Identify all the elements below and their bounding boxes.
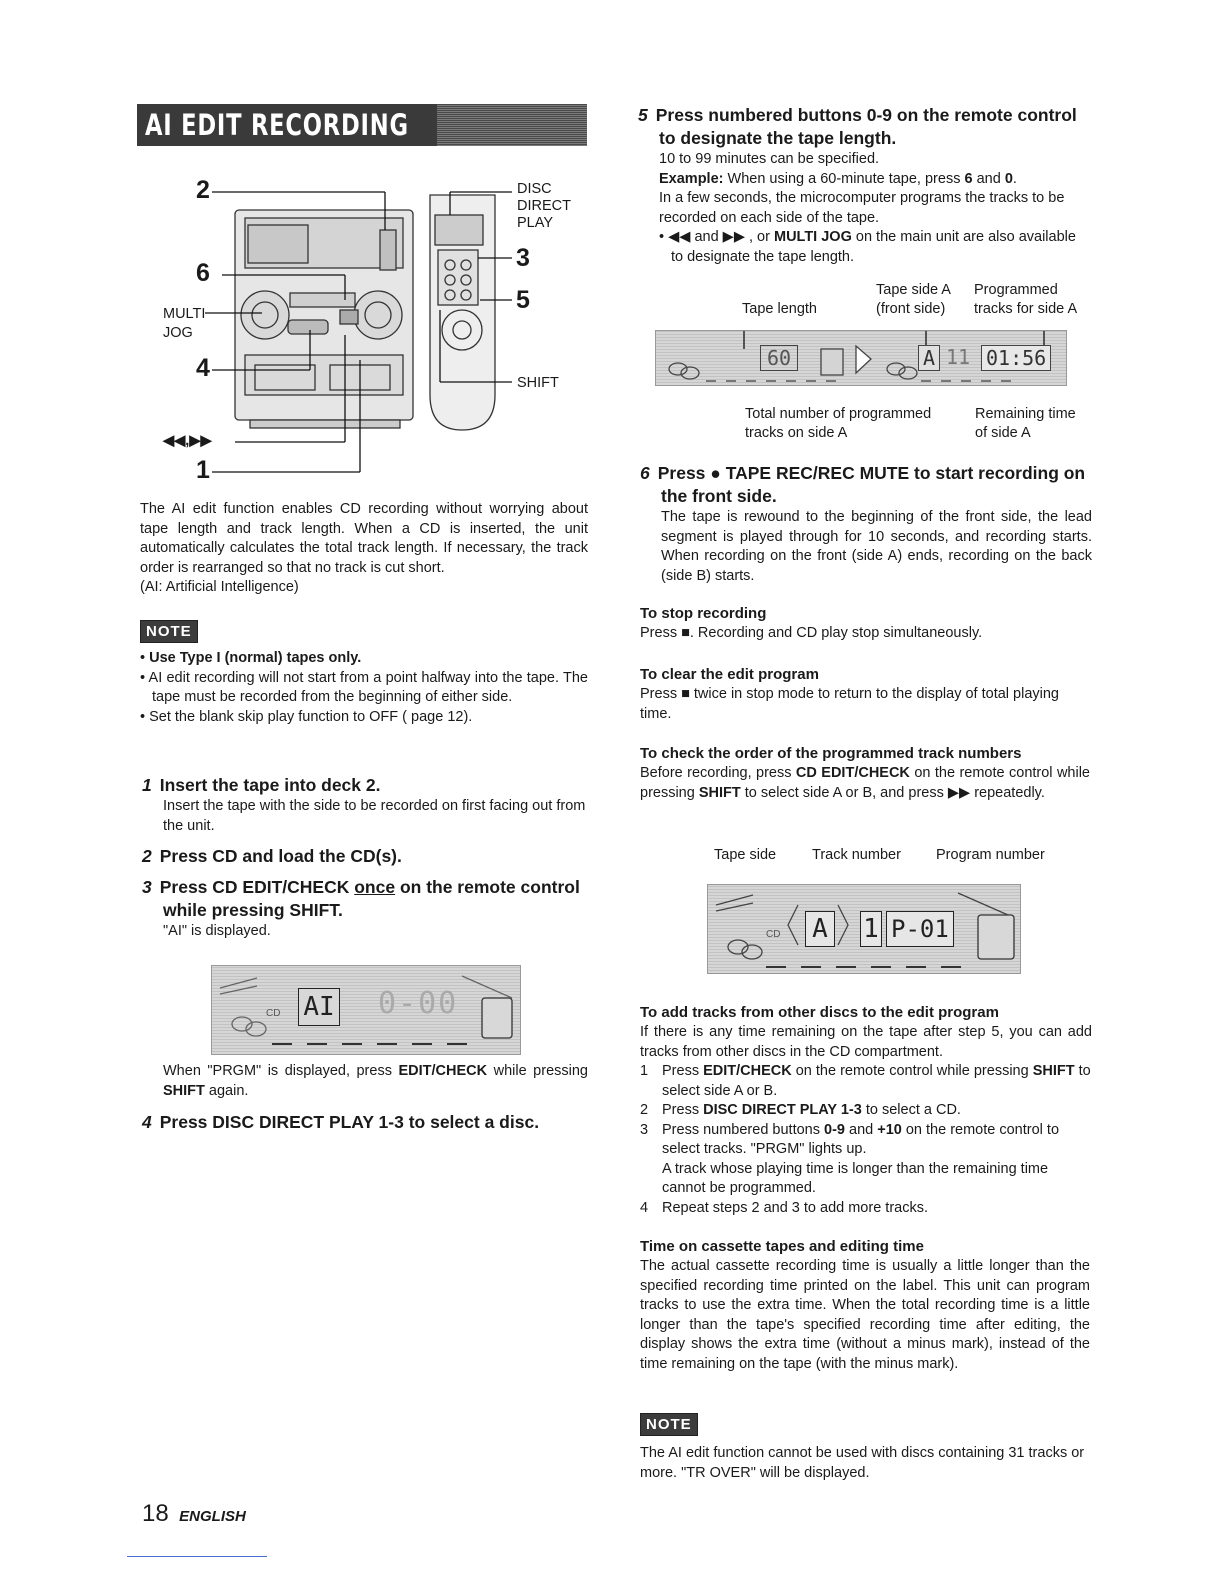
label-total-b: tracks on side A xyxy=(745,425,848,441)
section-title: AI EDIT RECORDING xyxy=(145,108,409,142)
step-3-after: When "PRGM" is displayed, press EDIT/CHECK while pressing SHIFT again. xyxy=(163,1063,588,1099)
lcd-display-tape-length xyxy=(655,330,1067,386)
step-3: 3 Press CD EDIT/CHECK once on the remote control while pressing SHIFT. "AI" is displayed. xyxy=(142,876,592,942)
time-section xyxy=(640,1237,1090,1374)
label-programmed: Programmed xyxy=(974,282,1058,298)
callout-2: 2 xyxy=(196,176,210,204)
lcd-remaining-value: 01:56 xyxy=(981,345,1051,371)
lcd3-track-value: 1 xyxy=(860,911,882,947)
step-5-range: 10 to 99 minutes can be specified. xyxy=(659,151,880,167)
callout-4: 4 xyxy=(196,354,210,382)
stop-section xyxy=(640,604,1090,644)
time-heading: Time on cassette tapes and editing time xyxy=(640,1238,924,1255)
add-step: 4 Repeat steps 2 and 3 to add more tracks. xyxy=(640,1199,928,1216)
note-2-text: The AI edit function cannot be used with discs containing 31 tracks or more. "TR OVER" will be displayed. xyxy=(640,1445,1085,1481)
label-front-side: (front side) xyxy=(876,301,946,317)
label-track-number: Track number xyxy=(812,847,901,863)
step-1-body: Insert the tape with the side to be recorded on first facing out from the unit. xyxy=(163,798,586,834)
jog-label: JOG xyxy=(163,325,193,341)
note-2-badge: NOTE xyxy=(640,1413,698,1436)
disc-label: DISC xyxy=(517,181,552,197)
step-5-program: In a few seconds, the microcomputer programs the tracks to be recorded on each side of the tape. xyxy=(659,190,1065,226)
lcd-display-ai xyxy=(211,965,521,1055)
label-tape-side-a: Tape side A xyxy=(876,282,951,298)
step-5-bullet: • ◀◀ and ▶▶ , or MULTI JOG on the main unit are also available to designate the tape length. xyxy=(659,229,1076,265)
skip-symbols: ◀◀,▶▶ xyxy=(163,433,212,449)
lcd-track-value: AI xyxy=(298,988,340,1026)
label-tape-side: Tape side xyxy=(714,847,777,863)
step-2-title: Press CD and load the CD(s). xyxy=(159,846,402,866)
step-4-title: Press DISC DIRECT PLAY 1-3 to select a disc. xyxy=(159,1112,540,1132)
stop-text: Press ■. Recording and CD play stop simultaneously. xyxy=(640,625,983,641)
note-item: • Use Type I (normal) tapes only. xyxy=(140,650,362,666)
footer-rule xyxy=(127,1556,267,1557)
note-item: • Set the blank skip play function to OFF ( page 12). xyxy=(140,708,473,725)
step-3-body: "AI" is displayed. xyxy=(163,923,271,939)
lcd3-cd-label: CD xyxy=(766,929,781,940)
add-step: 1 Press EDIT/CHECK on the remote control while pressing SHIFT to select side A or B. xyxy=(640,1063,1091,1099)
clear-section xyxy=(640,665,1090,724)
add-step: 3 Press numbered buttons 0-9 and +10 on the remote control to select tracks. "PRGM" lights up. A track whose playing time is longer than the remaining time cannot be programmed. xyxy=(640,1121,1060,1196)
add-section xyxy=(640,1003,1092,1218)
lcd-cd-label: CD xyxy=(266,1008,281,1019)
note-2-block xyxy=(640,1413,1090,1483)
section-title-banner xyxy=(137,104,587,146)
intro-block xyxy=(140,500,588,598)
step-6-title: Press ● TAPE REC/REC MUTE to start recording on the front side. xyxy=(657,463,1086,506)
step-4: 4 Press DISC DIRECT PLAY 1-3 to select a disc. xyxy=(142,1112,540,1132)
lcd-display-program-order xyxy=(707,884,1021,974)
note-badge: NOTE xyxy=(140,620,198,643)
label-tracks-for-a: tracks for side A xyxy=(974,301,1078,317)
step-1-title: Insert the tape into deck 2. xyxy=(159,775,381,795)
add-heading: To add tracks from other discs to the edit program xyxy=(640,1004,999,1021)
direct-label: DIRECT xyxy=(517,198,571,214)
shift-label: SHIFT xyxy=(517,375,559,391)
callout-6: 6 xyxy=(196,259,210,287)
time-body: The actual cassette recording time is usually a little longer than the specified recording time printed on the label. This unit can program tracks to use the extra time. When the total recording time is a little longer than the tape's specified recording time after editing, the display shows the extra time (without a minus mark), instead of the time remaining on the tape (with the minus mark). xyxy=(640,1258,1090,1372)
play-label: PLAY xyxy=(517,215,554,231)
clear-text: Press ■ twice in stop mode to return to the display of total playing time. xyxy=(640,686,1059,722)
lcd-time-value: 0-00 xyxy=(378,986,459,1021)
page-language: ENGLISH xyxy=(179,1508,246,1525)
lcd-track-count-value: 11 xyxy=(946,345,971,369)
step-5: 5 Press numbered buttons 0-9 on the remote control to designate the tape length. 10 to 99 minutes can be specified. Example: When using a 60-minute tape, press 6 and 0. In a few seconds, the microcomputer programs the tracks to be recorded on each side of the tape. • ◀◀ and ▶▶ , or MULTI JOG on the main unit are also available to designate the tape length. xyxy=(638,104,1088,267)
note-item: • AI edit recording will not start from a point halfway into the tape. The tape must be recorded from the beginning of either side. xyxy=(140,669,588,705)
step-2: 2 Press CD and load the CD(s). xyxy=(142,846,402,866)
label-program-number: Program number xyxy=(936,847,1045,863)
label-tape-length: Tape length xyxy=(742,301,817,317)
note-block xyxy=(140,620,588,727)
lcd-tape-length-value: 60 xyxy=(760,345,798,371)
label-total-a: Total number of programmed xyxy=(745,406,932,422)
callout-3: 3 xyxy=(516,244,530,272)
step-1: 1 Insert the tape into deck 2. Insert the tape with the side to be recorded on first facing out from the unit. xyxy=(142,774,590,836)
intro-ai: (AI: Artificial Intelligence) xyxy=(140,579,299,595)
label-remain-b: of side A xyxy=(975,425,1031,441)
add-steps xyxy=(640,1062,1092,1218)
page-number: 18 xyxy=(142,1500,169,1527)
lcd3-side-value: A xyxy=(805,911,835,947)
lcd-side-value: A xyxy=(918,345,940,371)
check-heading: To check the order of the programmed track numbers xyxy=(640,745,1022,762)
multi-label: MULTI xyxy=(163,306,206,322)
callout-5: 5 xyxy=(516,286,530,314)
clear-heading: To clear the edit program xyxy=(640,666,819,683)
add-intro: If there is any time remaining on the tape after step 5, you can add tracks from other discs in the CD compartment. xyxy=(640,1024,1092,1060)
page-footer xyxy=(142,1500,246,1528)
add-step: 2 Press DISC DIRECT PLAY 1-3 to select a CD. xyxy=(640,1102,961,1118)
label-remain-a: Remaining time xyxy=(975,406,1076,422)
callout-1: 1 xyxy=(196,456,210,484)
intro-text: The AI edit function enables CD recording without worrying about tape length and track length. When a CD is inserted, the unit automatically calculates the total track length. If necessary, the track order is rearranged so that no track is cut short. xyxy=(140,501,588,576)
step-6: 6 Press ● TAPE REC/REC MUTE to start recording on the front side. The tape is rewound to the beginning of the front side, the lead segment is played through for 10 seconds, and recording starts. When recording on the front (side A) ends, recording on the back (side B) starts. xyxy=(640,462,1092,586)
check-section xyxy=(640,744,1090,803)
step-5-example: Example: When using a 60-minute tape, press 6 and 0. xyxy=(659,170,1017,187)
step-5-title: Press numbered buttons 0-9 on the remote control to designate the tape length. xyxy=(655,105,1077,148)
lcd3-program-value: P-01 xyxy=(886,911,954,947)
stop-heading: To stop recording xyxy=(640,605,767,622)
note-list xyxy=(140,649,588,727)
step-6-body: The tape is rewound to the beginning of the front side, the lead segment is played through for 10 seconds, and recording starts. When recording on the front (side A) ends, recording on the back (side B) starts. xyxy=(661,509,1092,584)
check-text: Before recording, press CD EDIT/CHECK on the remote control while pressing SHIFT to select side A or B, and press ▶▶ repeatedly. xyxy=(640,765,1090,801)
